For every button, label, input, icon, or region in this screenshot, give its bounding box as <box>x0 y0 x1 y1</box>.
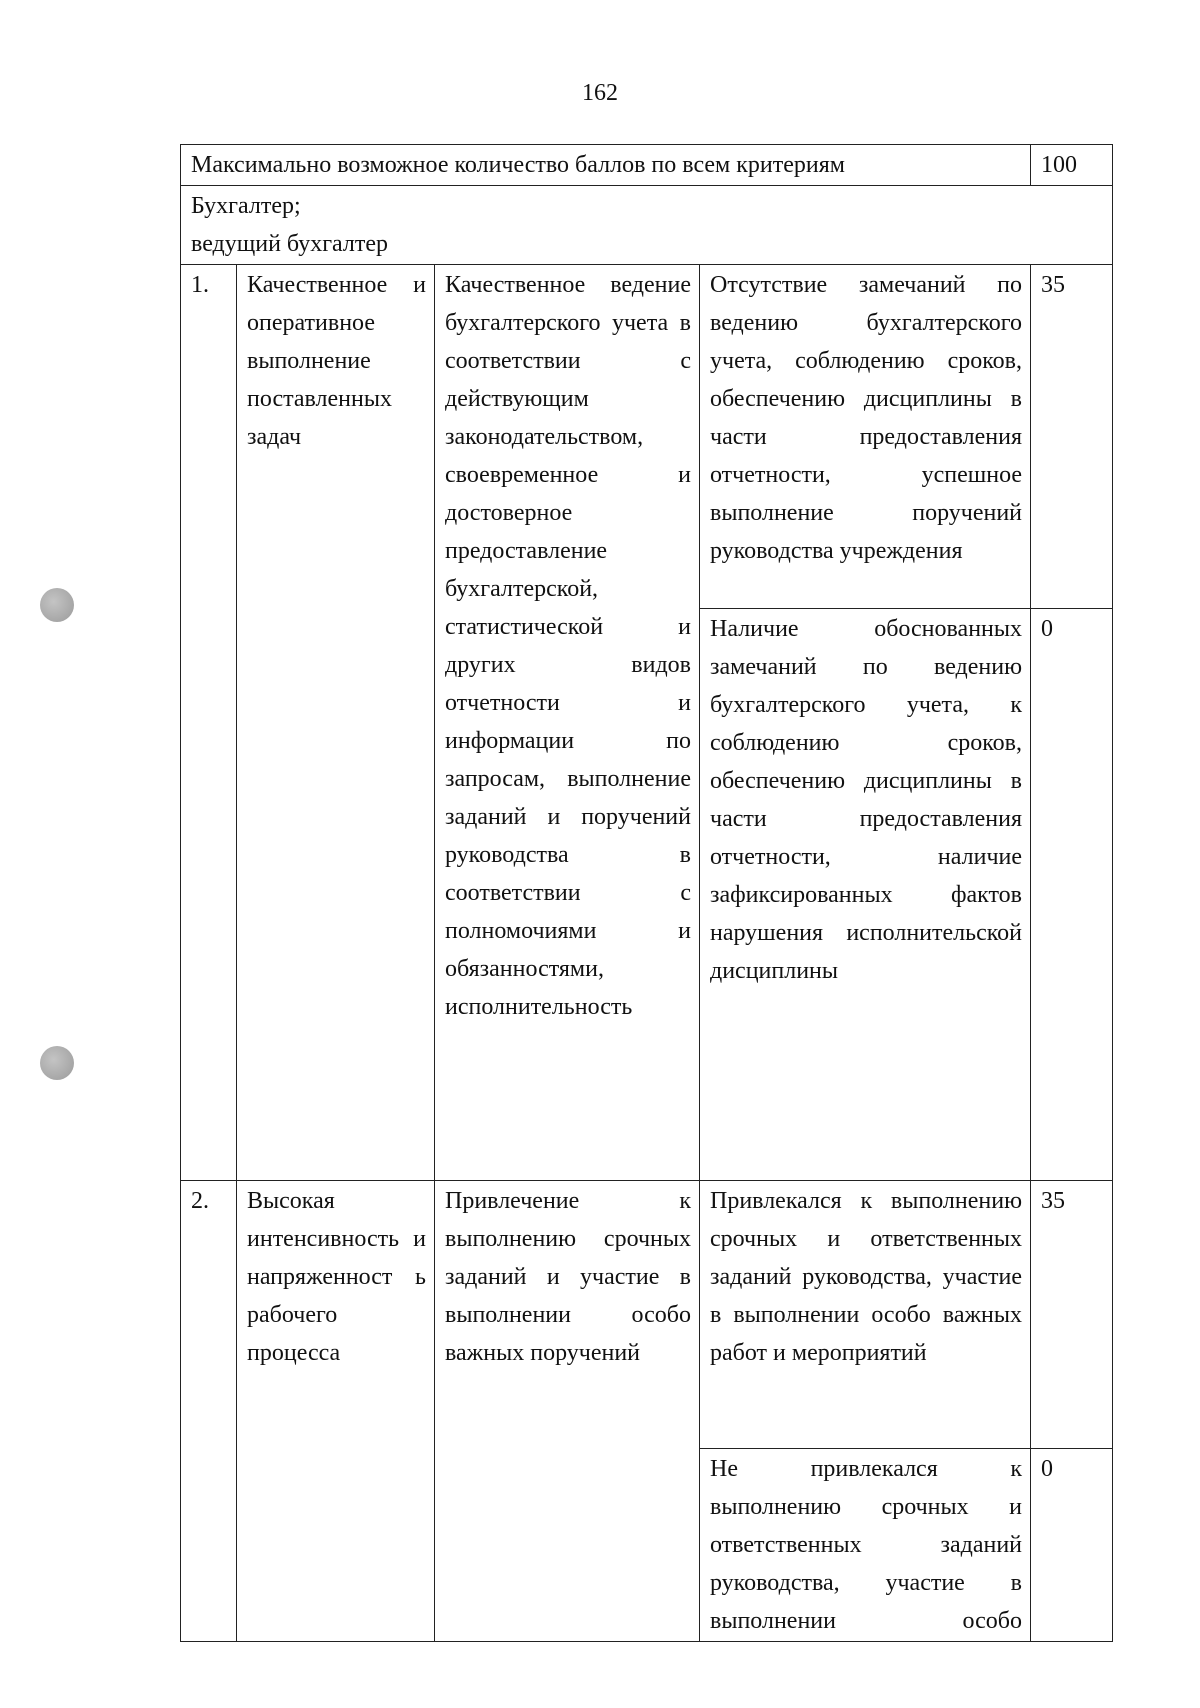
condition-2-1: Привлекался к выполнению срочных и ответственных заданий руководства, участие в выполнении особо важных работ и мероприятий <box>700 1181 1031 1449</box>
position-cell <box>181 186 1113 265</box>
criterion-1: Качественное и оперативное выполнение поставленных задач <box>237 265 435 1181</box>
score-1-1: 35 <box>1031 265 1113 609</box>
position-line-2: ведущий бухгалтер <box>191 231 389 257</box>
criterion-2: Высокая интенсивность и напряженност ь рабочего процесса <box>237 1181 435 1642</box>
condition-2-2: Не привлекался к выполнению срочных и ответственных заданий руководства, участие в выполнении особо <box>700 1449 1031 1642</box>
page-number: 162 <box>582 80 618 106</box>
max-score-value: 100 <box>1031 145 1113 186</box>
max-score-label: Максимально возможное количество баллов по всем критериям <box>181 145 1031 186</box>
condition-1-1: Отсутствие замечаний по ведению бухгалтерского учета, соблюдению сроков, обеспечению дисциплины в части предоставления отчетности, успешное выполнение поручений руководства учреждения <box>700 265 1031 609</box>
score-2-2: 0 <box>1031 1449 1113 1642</box>
criteria-table <box>180 144 1113 1642</box>
max-score-row <box>181 145 1113 186</box>
score-1-2: 0 <box>1031 609 1113 1181</box>
position-row <box>181 186 1113 265</box>
punch-hole-lower <box>40 1046 74 1080</box>
indicator-1: Качественное ведение бухгалтерского учета в соответствии с действующим законодательством, своевременное и достоверное предоставление бухгалтерской, статистической и других видов отчетности и информации по запросам, выполнение заданий и поручений руководства в соответствии с полномочиями и обязанностями, исполнительность <box>435 265 700 1181</box>
criterion-row-1-a <box>181 265 1113 609</box>
condition-1-2: Наличие обоснованных замечаний по ведению бухгалтерского учета, к соблюдению сроков, обеспечению дисциплины в части предоставления отчетности, наличие зафиксированных фактов нарушения исполнительской дисциплины <box>700 609 1031 1181</box>
row-number-1: 1. <box>181 265 237 1181</box>
position-line-1: Бухгалтер; <box>191 193 301 219</box>
criterion-row-2-a <box>181 1181 1113 1449</box>
punch-hole-upper <box>40 588 74 622</box>
row-number-2: 2. <box>181 1181 237 1642</box>
indicator-2: Привлечение к выполнению срочных заданий и участие в выполнении особо важных поручений <box>435 1181 700 1642</box>
score-2-1: 35 <box>1031 1181 1113 1449</box>
